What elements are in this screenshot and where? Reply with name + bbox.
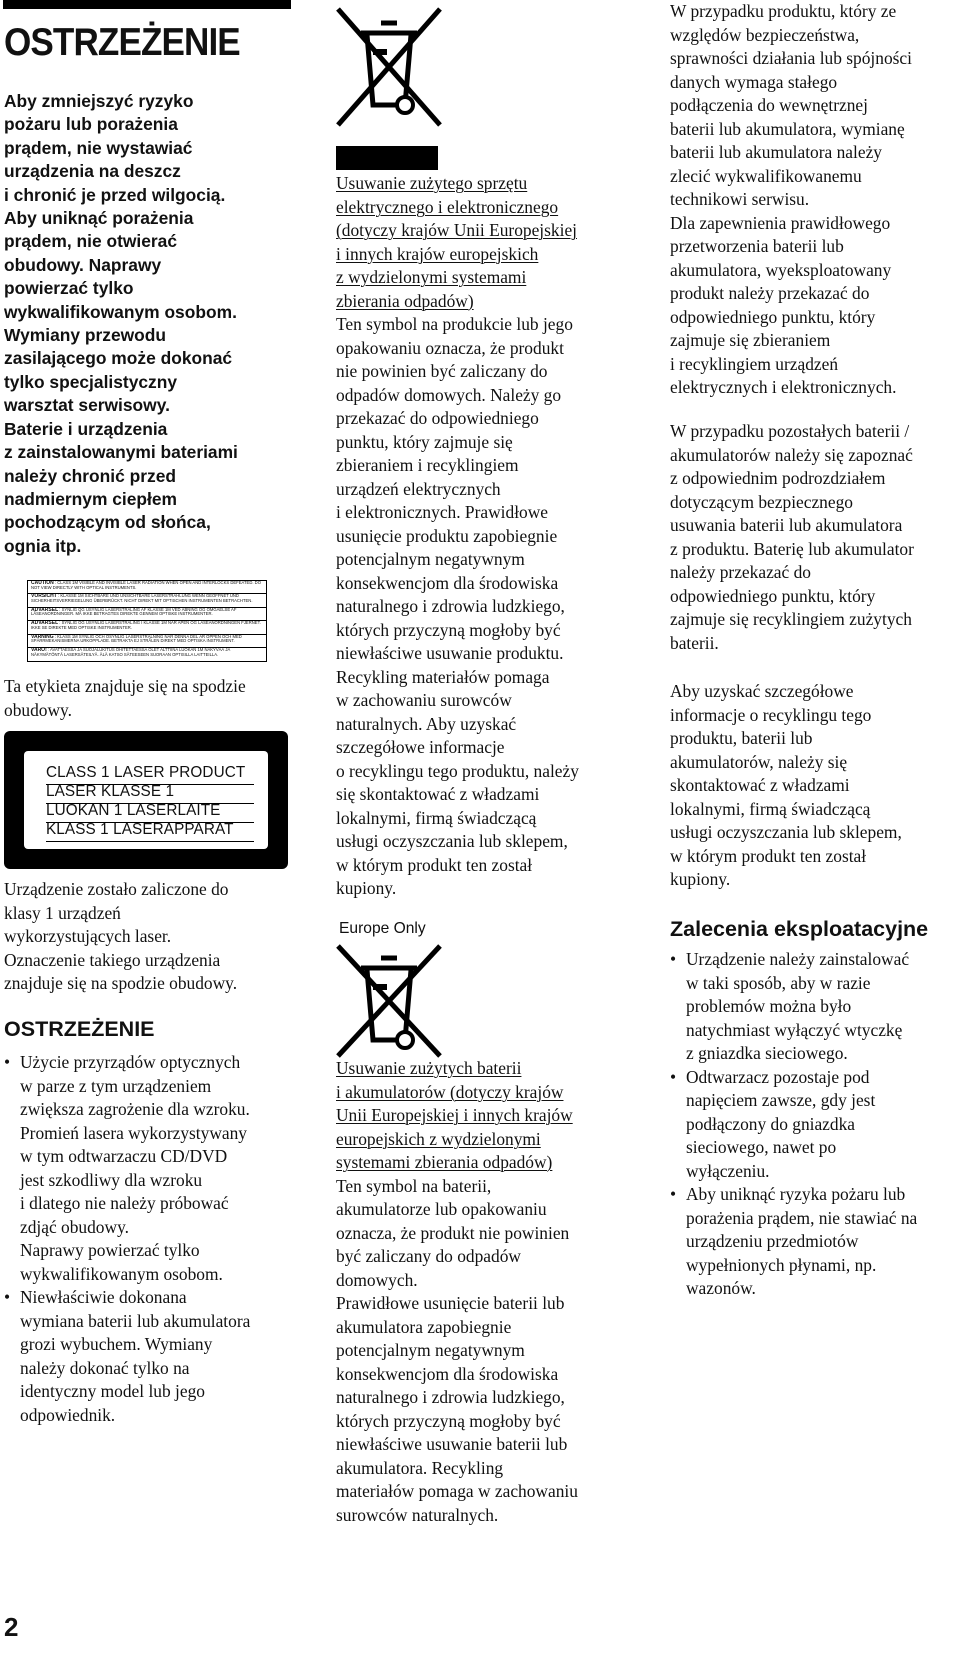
battery-body-line: niewłaściwe usuwanie baterii lub [336, 1434, 568, 1454]
laser-label-line: CLASS 1 LASER PRODUCT [46, 763, 254, 785]
weee-body-line: punktu, który zajmuje się [336, 431, 513, 452]
weee-body-line: niewłaściwe usuwanie produktu. [336, 643, 564, 663]
bullet-line: i dlatego nie należy próbować [20, 1193, 229, 1213]
caution-label-row [28, 635, 266, 648]
paragraph-line: z odpowiednim podrozdziałem [670, 468, 886, 488]
paragraph-line: baterii lub akumulatora, wymianę [670, 118, 905, 139]
paragraph-line: zajmuje się zbieraniem [670, 330, 831, 350]
battery-body-line: akumulatorze lub opakowaniu [336, 1199, 547, 1219]
battery-body-line: być zaliczany do odpadów [336, 1246, 521, 1266]
bullet-line: w taki sposób, aby w razie [686, 972, 871, 993]
bullet-line: Naprawy powierzać tylko [20, 1240, 200, 1260]
europe-only-label: Europe Only [339, 920, 426, 937]
bullet-line: natychmiast wyłączyć wtyczkę [686, 1019, 903, 1040]
warning-line: powierzać tylko [4, 278, 134, 299]
weee-heading-line [336, 266, 636, 290]
weee-body-line: przekazać do odpowiedniego [336, 408, 539, 428]
weee-body-line: w którym produkt ten został [336, 854, 533, 875]
bullet-line: podłączony do gniazdka [686, 1113, 856, 1134]
battery-body-line: których przyczyną mogłoby być [336, 1410, 561, 1431]
paragraph-line: skontaktować z władzami [670, 775, 850, 795]
battery-body-line: oznacza, że produkt nie powinien [336, 1222, 570, 1243]
fire-shock-warning [4, 90, 296, 558]
battery-disposal-section [336, 1057, 636, 1527]
bullet-line: należy dokonać tylko na [20, 1357, 190, 1378]
battery-replacement-paragraph [670, 0, 960, 400]
weee-body-line: potencjalnym negatywnym [336, 549, 525, 569]
laser-class-caption [4, 878, 296, 996]
weee-heading-line [336, 196, 636, 220]
weee-heading-line-text: elektrycznego i elektronicznego [336, 196, 559, 217]
paragraph-line: Dla zapewnienia prawidłowego [670, 212, 891, 233]
warning-line: tylko specjalistyczny [4, 371, 178, 392]
paragraph-line: względów bezpieczeństwa, [670, 24, 860, 45]
caution-label-head: VARO! [31, 647, 47, 653]
laser-label-panel [24, 751, 268, 849]
caution-label-row [28, 621, 266, 634]
bullet-line: • Odtwarzacz pozostaje pod [686, 1066, 870, 1087]
bullet-line: Promień lasera wykorzystywany [20, 1122, 247, 1143]
paragraph-line: kupiony. [670, 869, 731, 889]
warning-line: prądem, nie wystawiać [4, 137, 193, 158]
warning-line: obudowy. Naprawy [4, 254, 162, 275]
caution-label-head: VORSICHT [31, 594, 57, 600]
paragraph-line: produktu, baterii lub [670, 728, 813, 748]
warning-line: wykwalifikowanym osobom. [4, 301, 237, 322]
weee-body-line: nie powinien być zaliczany do [336, 361, 548, 381]
battery-body-line: Prawidłowe usunięcie baterii lub [336, 1293, 565, 1313]
bullet-line: grozi wybuchem. Wymiany [20, 1334, 213, 1354]
weee-heading-line-text: i innych krajów europejskich [336, 243, 539, 264]
warning-line: warsztat serwisowy. [4, 395, 170, 416]
page-number: 2 [4, 1612, 19, 1642]
crossed-out-bin-icon [333, 5, 445, 129]
bullet-item [4, 1051, 296, 1286]
bullet-line: wykwalifikowanym osobom. [20, 1263, 223, 1284]
weee-body-line: opakowaniu oznacza, że produkt [336, 337, 564, 358]
battery-heading [336, 1057, 636, 1175]
weee-body-line: naturalnego i zdrowia ludzkiego, [336, 596, 565, 616]
paragraph-line: akumulatorów, należy się [670, 751, 848, 772]
weee-body-line: których przyczyną mogłoby być [336, 619, 561, 640]
paragraph-line: baterii lub akumulatora należy [670, 142, 882, 162]
warning-line: urządzenia na deszcz [4, 161, 181, 182]
weee-body-line: w zachowaniu surowców [336, 690, 512, 710]
paragraph-line: baterii. [670, 632, 719, 653]
weee-body-line: naturalnych. Aby uzyskać [336, 713, 517, 734]
bullet-line: • Niewłaściwie dokonana [20, 1287, 187, 1307]
warning-line: Wymiany przewodu [4, 325, 167, 346]
battery-heading-line-text: Usuwanie zużytych baterii [336, 1058, 522, 1078]
battery-body-line: naturalnego i zdrowia ludzkiego, [336, 1387, 565, 1407]
battery-heading-line-text: europejskich z wydzielonymi [336, 1128, 541, 1149]
battery-body-line: domowych. [336, 1269, 418, 1290]
weee-body-line: Ten symbol na produkcie lub jego [336, 314, 573, 334]
caution-label-head: VARNING [31, 634, 54, 640]
black-bar [336, 146, 438, 170]
bullet-item [670, 1066, 960, 1184]
weee-body-line: lokalnymi, firmą świadczącą [336, 807, 537, 828]
warning-line: Baterie i urządzenia [4, 418, 168, 439]
bullet-line: • Użycie przyrządów optycznych [20, 1052, 241, 1072]
warning-line: Aby uniknąć porażenia [4, 208, 194, 229]
weee-body-line: o recyklingu tego produktu, należy [336, 760, 579, 781]
paragraph-line: zajmuje się recyklingiem zużytych [670, 609, 912, 629]
bullet-item [670, 948, 960, 1066]
weee-heading-line [336, 243, 636, 267]
paragraph-line: w którym produkt ten został [670, 845, 867, 866]
warning-line: ognia itp. [4, 535, 82, 556]
section-heading-warning: OSTRZEŻENIE [4, 1017, 155, 1041]
paragraph-line: podłączenia do wewnętrznej [670, 95, 868, 115]
warning-bullet-list [4, 1051, 296, 1427]
warning-line: Aby zmniejszyć ryzyko [4, 91, 194, 111]
laser-label-line: LUOKAN 1 LASERLAITE [46, 801, 254, 823]
bullet-line: wypełnionych płynami, np. [686, 1254, 877, 1275]
caution-label-head: CAUTION [31, 581, 54, 586]
warning-line: zasilającego może dokonać [4, 348, 233, 369]
weee-heading-line [336, 172, 636, 196]
bullet-line: zdjąć obudowy. [20, 1216, 129, 1237]
battery-heading-line [336, 1057, 636, 1081]
operation-bullet-list [670, 948, 960, 1301]
weee-heading-line [336, 290, 636, 314]
weee-heading-line-text: Usuwanie zużytego sprzętu [336, 173, 528, 193]
class1-laser-label [4, 731, 288, 869]
battery-body-line: potencjalnym negatywnym [336, 1340, 525, 1360]
laser-caution-label [27, 580, 267, 662]
battery-body-line: materiałów pomaga w zachowaniu [336, 1481, 578, 1501]
caution-label-text: : SYNLIG OG USYNLIG LASERSTRÅLING AF KLASSE 1M VED ÅBNING OG OMGÅELSE AF LÅSEANORDNINGER. MÅ IKKE BETRAGTES DIREKTE GENNEM OPTISKE INSTRUMENTER. [31, 607, 237, 617]
laser-label-line: KLASS 1 LASERAPPARAT [46, 820, 254, 842]
weee-body-line: odpadów domowych. Należy go [336, 384, 562, 405]
weee-disposal-section [336, 172, 636, 901]
paragraph-line: produkt należy przekazać do [670, 283, 870, 303]
paragraph-line: zlecić wykwalifikowanemu [670, 165, 862, 186]
bullet-line: wyłączeniu. [686, 1160, 770, 1181]
weee-body-line: usunięcie produktu zapobiegnie [336, 525, 558, 546]
paragraph-line: i recyklingiem urządzeń [670, 353, 839, 374]
bullet-line: jest szkodliwy dla wzroku [20, 1169, 203, 1190]
paragraph-line: odpowiedniego punktu, który [670, 306, 876, 327]
battery-body-line: surowców naturalnych. [336, 1504, 499, 1525]
weee-heading-line [336, 219, 636, 243]
warning-line: prądem, nie otwierać [4, 231, 177, 252]
paragraph-line: usuwania baterii lub akumulatora [670, 515, 903, 535]
caption-line: wykorzystujących laser. [4, 926, 172, 946]
weee-body-line: Recykling materiałów pomaga [336, 666, 550, 687]
caution-label-head: ADVARSEL [31, 607, 59, 613]
weee-body-line: zbieraniem i recyklingiem [336, 455, 519, 475]
weee-body-line: i elektronicznych. Prawidłowe [336, 502, 548, 522]
battery-body-line: konsekwencjom dla środowiska [336, 1363, 559, 1384]
warning-line: pożaru lub porażenia [4, 114, 178, 135]
bullet-line: • Aby uniknąć ryzyka pożaru lub [686, 1184, 906, 1204]
warning-line: nadmiernym ciepłem [4, 488, 178, 509]
weee-body-line: się skontaktować z władzami [336, 784, 540, 804]
weee-body-line: kupiony. [336, 878, 397, 898]
paragraph-line: odpowiedniego punktu, który [670, 585, 876, 606]
bullet-line: w parze z tym urządzeniem [20, 1075, 212, 1096]
caution-label-head: ADVARSEL [31, 621, 59, 627]
battery-heading-line [336, 1128, 636, 1152]
caution-label-text: : KLASSE 1M SICHTBARE UND UNSICHTBARE LASERSTRAHLUNG WENN GEÖFFNET UND SICHERHEITSVERRIEGELUNG ÜBERBRÜCKT. NICHT DIREKT MIT OPTISCHEN INSTRUMENTEN BETRACHTEN. [31, 594, 253, 603]
bullet-line: porażenia prądem, nie stawiać na [686, 1207, 918, 1228]
weee-heading [336, 172, 636, 313]
paragraph-line: informacje o recyklingu tego [670, 704, 872, 725]
battery-heading-line-text: i akumulatorów (dotyczy krajów [336, 1081, 564, 1102]
crossed-out-battery-bin-icon [333, 944, 445, 1058]
battery-heading-line-text: Unii Europejskiej i innych krajów [336, 1105, 573, 1125]
bullet-line: napięciem zawsze, gdy jest [686, 1090, 876, 1110]
paragraph-line: należy przekazać do [670, 562, 811, 582]
caution-label-text: : KLASS 1M SYNLIG OCH OSYNLIG LASERSTRÅLNING NÄR DENNA DEL ÄR ÖPPEN OCH MED SPÄRRMEKANISMERNA URKOPPLADE. BETRAKTA EJ STRÅLEN DIREKT MED OPTISKA INSTRUMENT. [31, 634, 242, 644]
bullet-line: problemów można było [686, 996, 852, 1016]
bullet-line: z gniazdka sieciowego. [686, 1043, 848, 1063]
caution-label-text: : AVATTAESSA JA SUOJALUKITUS OHITETTAESSA OLET ALTTIINA LUOKAN 1M NÄKYVÄÄ JA NÄKYMÄTÖNTÄ LASERSÄTEILYÄ. ÄLÄ KATSO SÄTEESEEN SUORAAN OPTISILLA LAITTEILLA. [31, 647, 231, 657]
caption-line: Oznaczenie takiego urządzenia [4, 949, 221, 970]
battery-body [336, 1175, 636, 1528]
weee-body-line: konsekwencjom dla środowiska [336, 572, 559, 593]
bullet-line: • Urządzenie należy zainstalować [686, 949, 910, 969]
paragraph-line: z produktu. Baterię lub akumulator [670, 538, 914, 559]
paragraph-line: elektrycznych i elektronicznych. [670, 377, 897, 397]
battery-heading-line-text: systemami zbierania odpadów) [336, 1152, 553, 1172]
bullet-item [670, 1183, 960, 1301]
bullet-line: wazonów. [686, 1278, 756, 1298]
battery-heading-line [336, 1081, 636, 1105]
battery-body-line: akumulatora. Recykling [336, 1457, 504, 1478]
warning-line: należy chronić przed [4, 465, 177, 486]
caution-label-row [28, 648, 266, 661]
paragraph-line: danych wymaga stałego [670, 71, 838, 92]
paragraph-line: przetworzenia baterii lub [670, 236, 844, 256]
caption-line: znajduje się na spodzie obudowy. [4, 973, 238, 993]
warning-line: z zainstalowanymi bateriami [4, 442, 238, 463]
caution-label-text: : CLASS 1M VISIBLE AND INVISIBLE LASER RADIATION WHEN OPEN AND INTERLOCKS DEFEATED. DO NOT VIEW DIRECTLY WITH OPTICAL INSTRUMENTS. [31, 581, 261, 590]
battery-body-line: Ten symbol na baterii, [336, 1175, 492, 1196]
bullet-line: sieciowego, nawet po [686, 1137, 837, 1157]
caution-label-row [28, 608, 266, 621]
bullet-line: zwiększa zagrożenie dla wzroku. [20, 1099, 250, 1119]
weee-body-line: usługi oczyszczania lub sklepem, [336, 831, 568, 851]
page-title: OSTRZEŻENIE [4, 21, 240, 64]
paragraph-line: W przypadku produktu, który ze [670, 1, 897, 21]
paragraph-line: usługi oczyszczania lub sklepem, [670, 822, 902, 842]
bullet-line: w tym odtwarzaczu CD/DVD [20, 1146, 228, 1166]
section-heading-operation: Zalecenia eksploatacyjne [670, 917, 929, 941]
bullet-line: wymiana baterii lub akumulatora [20, 1310, 251, 1331]
top-rule [3, 0, 291, 9]
weee-body-line: szczegółowe informacje [336, 737, 505, 757]
paragraph-line: W przypadku pozostałych baterii / [670, 421, 910, 441]
laser-label-line: LASER KLASSE 1 [46, 782, 254, 804]
caution-label-row [28, 594, 266, 607]
weee-heading-line-text: z wydzielonymi systemami [336, 267, 527, 287]
weee-body [336, 313, 636, 901]
weee-heading-line-text: (dotyczy krajów Unii Europejskiej [336, 220, 577, 240]
caution-label-row [28, 581, 266, 594]
battery-heading-line [336, 1104, 636, 1128]
paragraph-line: technikowi serwisu. [670, 189, 810, 209]
paragraph-line: lokalnymi, firmą świadczącą [670, 798, 871, 819]
bullet-line: identyczny model lub jego [20, 1381, 205, 1401]
warning-line: i chronić je przed wilgocią. [4, 184, 226, 205]
caption-line: klasy 1 urządzeń [4, 902, 121, 923]
caution-label-text: : SYNLIG OG USYNLIG LASERSTRÅLING I KLASSE 1M NÅR APEN OG LÅSEANORDNINGEN FJERNET. IKKE SE DIREKTE MED OPTISKE INSTRUMENTER. [31, 621, 261, 630]
warning-line: pochodzącym od słońca, [4, 512, 211, 533]
bullet-line: odpowiednik. [20, 1404, 116, 1425]
paragraph-line: akumulatorów należy się zapoznać [670, 444, 913, 465]
caption-line: obudowy. [4, 699, 72, 720]
battery-heading-line [336, 1151, 636, 1175]
recycling-info-paragraph [670, 680, 960, 892]
paragraph-line: sprawności działania lub spójności [670, 48, 912, 68]
other-batteries-paragraph [670, 420, 960, 655]
paragraph-line: akumulatora, wyeksploatowany [670, 259, 892, 280]
caption-line: Urządzenie zostało zaliczone do [4, 879, 229, 899]
paragraph-line: Aby uzyskać szczegółowe [670, 681, 854, 701]
bullet-line: urządzeniu przedmiotów [686, 1231, 859, 1251]
bullet-item [4, 1286, 296, 1427]
caption-line: Ta etykieta znajduje się na spodzie [4, 676, 246, 696]
label-location-caption [4, 675, 296, 722]
weee-heading-line-text: zbierania odpadów) [336, 290, 474, 311]
paragraph-line: dotyczącym bezpiecznego [670, 491, 853, 512]
battery-body-line: akumulatora zapobiegnie [336, 1316, 512, 1337]
weee-body-line: urządzeń elektrycznych [336, 478, 501, 499]
